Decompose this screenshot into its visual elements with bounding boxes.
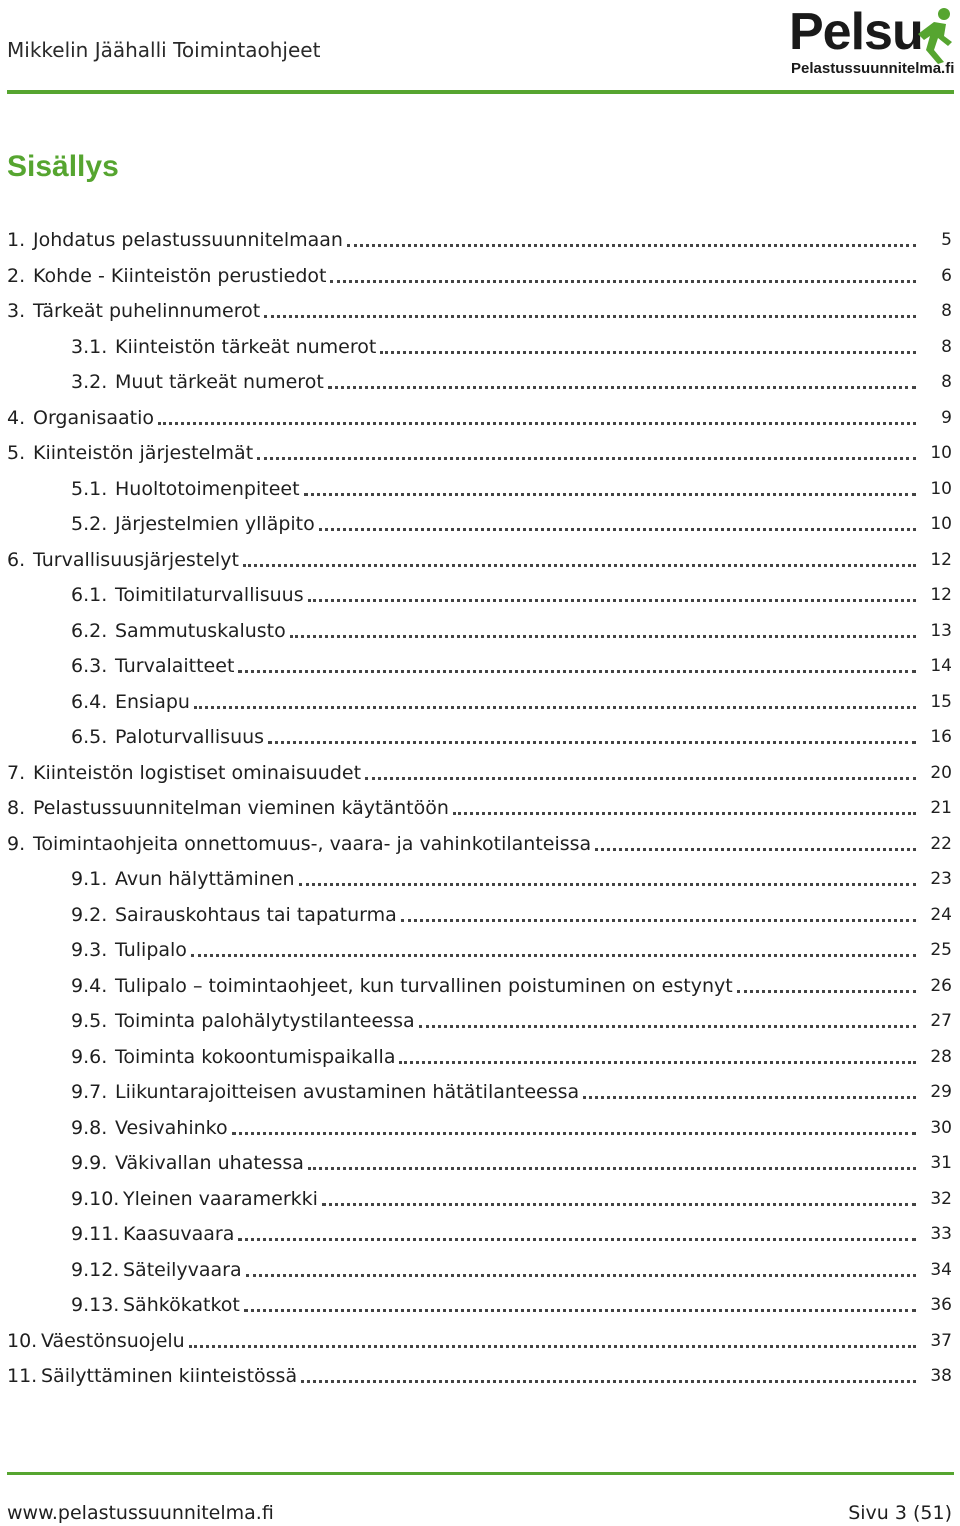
toc-entry-number: 11. xyxy=(7,1364,38,1387)
toc-entry[interactable] xyxy=(71,577,952,612)
toc-dot-leader xyxy=(301,1379,916,1383)
toc-entry-page: 24 xyxy=(930,904,952,925)
toc-dot-leader xyxy=(328,385,916,389)
toc-entry-number: 10. xyxy=(7,1329,38,1352)
toc-dot-leader xyxy=(244,1308,916,1312)
toc-entry[interactable] xyxy=(71,613,952,648)
toc-entry-label: Tärkeät puhelinnumerot xyxy=(33,299,261,322)
toc-entry-page: 29 xyxy=(930,1081,952,1102)
toc-entry[interactable] xyxy=(7,790,952,825)
toc-entry-page: 32 xyxy=(930,1188,952,1209)
toc-entry-number: 8. xyxy=(7,796,26,819)
toc-entry-number: 9.1. xyxy=(71,867,108,890)
toc-entry-number: 9.13. xyxy=(71,1293,120,1316)
toc-entry-page: 8 xyxy=(941,336,952,357)
toc-entry[interactable] xyxy=(7,1323,952,1358)
toc-entry-number: 9.8. xyxy=(71,1116,108,1139)
toc-dot-leader xyxy=(583,1095,916,1099)
toc-entry-number: 3.2. xyxy=(71,370,108,393)
toc-entry[interactable] xyxy=(71,719,952,754)
toc-entry-number: 3.1. xyxy=(71,335,108,358)
toc-dot-leader xyxy=(308,598,916,602)
toc-entry-number: 9.5. xyxy=(71,1009,108,1032)
toc-dot-leader xyxy=(191,953,916,957)
toc-dot-leader xyxy=(453,811,916,815)
toc-dot-leader xyxy=(737,989,916,993)
toc-entry-number: 9.9. xyxy=(71,1151,108,1174)
toc-entry-page: 6 xyxy=(941,265,952,286)
toc-entry-label: Muut tärkeät numerot xyxy=(115,370,324,393)
toc-entry[interactable] xyxy=(7,826,952,861)
toc-entry-page: 26 xyxy=(930,975,952,996)
toc-entry-page: 20 xyxy=(930,762,952,783)
toc-entry[interactable] xyxy=(71,329,952,364)
toc-heading: Sisällys xyxy=(7,150,119,183)
footer-page-number: Sivu 3 (51) xyxy=(848,1502,952,1524)
toc-dot-leader xyxy=(365,776,916,780)
toc-entry-label: Liikuntarajoitteisen avustaminen hätätilanteessa xyxy=(115,1080,580,1103)
toc-entry-number: 9. xyxy=(7,832,26,855)
toc-entry[interactable] xyxy=(7,222,952,257)
toc-dot-leader xyxy=(308,1166,916,1170)
toc-entry-number: 9.10. xyxy=(71,1187,120,1210)
toc-dot-leader xyxy=(330,279,916,283)
toc-entry[interactable] xyxy=(71,1145,952,1180)
toc-entry[interactable] xyxy=(7,400,952,435)
toc-entry-label: Kiinteistön järjestelmät xyxy=(33,441,254,464)
toc-entry[interactable] xyxy=(71,1181,952,1216)
toc-entry[interactable] xyxy=(71,1287,952,1322)
toc-entry-page: 33 xyxy=(930,1223,952,1244)
toc-entry-page: 10 xyxy=(930,478,952,499)
toc-entry-page: 10 xyxy=(930,513,952,534)
page-header-title: Mikkelin Jäähalli Toimintaohjeet xyxy=(7,38,321,62)
toc-dot-leader xyxy=(246,1273,916,1277)
toc-entry[interactable] xyxy=(7,258,952,293)
toc-entry-label: Sähkökatkot xyxy=(123,1293,240,1316)
toc-entry-number: 9.11. xyxy=(71,1222,120,1245)
toc-entry-number: 2. xyxy=(7,264,26,287)
toc-entry-page: 23 xyxy=(930,868,952,889)
logo-wordmark: Pelsu xyxy=(789,3,923,61)
toc-entry[interactable] xyxy=(7,1358,952,1393)
toc-entry[interactable] xyxy=(7,293,952,328)
toc-entry-number: 6.1. xyxy=(71,583,108,606)
toc-entry-page: 15 xyxy=(930,691,952,712)
toc-entry-number: 6.4. xyxy=(71,690,108,713)
toc-entry-page: 12 xyxy=(930,584,952,605)
toc-dot-leader xyxy=(243,563,916,567)
toc-entry[interactable] xyxy=(71,1252,952,1287)
header-divider xyxy=(7,90,954,94)
toc-entry-number: 5.2. xyxy=(71,512,108,535)
toc-dot-leader xyxy=(238,669,916,673)
toc-entry-number: 9.2. xyxy=(71,903,108,926)
toc-entry-label: Paloturvallisuus xyxy=(115,725,265,748)
logo-subtitle: Pelastussuunnitelma.fi xyxy=(791,60,955,77)
toc-entry[interactable] xyxy=(71,1039,952,1074)
toc-entry-number: 6.2. xyxy=(71,619,108,642)
toc-entry-page: 16 xyxy=(930,726,952,747)
toc-entry-number: 9.3. xyxy=(71,938,108,961)
toc-entry-number: 4. xyxy=(7,406,26,429)
toc-entry-page: 21 xyxy=(930,797,952,818)
toc-entry-label: Yleinen vaaramerkki xyxy=(123,1187,318,1210)
toc-entry-label: Sairauskohtaus tai tapaturma xyxy=(115,903,397,926)
toc-dot-leader xyxy=(257,456,916,460)
toc-entry-label: Turvalaitteet xyxy=(115,654,235,677)
toc-entry[interactable] xyxy=(71,364,952,399)
toc-dot-leader xyxy=(304,492,916,496)
footer-url-link[interactable]: www.pelastussuunnitelma.fi xyxy=(7,1502,274,1524)
toc-entry-label: Kiinteistön logistiset ominaisuudet xyxy=(33,761,362,784)
toc-entry-label: Toiminta kokoontumispaikalla xyxy=(115,1045,396,1068)
toc-entry-label: Säteilyvaara xyxy=(123,1258,242,1281)
toc-dot-leader xyxy=(268,740,916,744)
toc-entry-page: 22 xyxy=(930,833,952,854)
toc-entry-number: 9.4. xyxy=(71,974,108,997)
toc-entry-label: Tulipalo – toimintaohjeet, kun turvallinen poistuminen on estynyt xyxy=(115,974,733,997)
toc-entry-label: Ensiapu xyxy=(115,690,190,713)
toc-entry-page: 27 xyxy=(930,1010,952,1031)
toc-entry-label: Kiinteistön tärkeät numerot xyxy=(115,335,377,358)
toc-entry-number: 6. xyxy=(7,548,26,571)
toc-entry-label: Väestönsuojelu xyxy=(41,1329,185,1352)
toc-entry-page: 12 xyxy=(930,549,952,570)
toc-dot-leader xyxy=(322,1202,916,1206)
toc-entry-label: Organisaatio xyxy=(33,406,154,429)
running-person-icon xyxy=(914,6,954,64)
toc-entry[interactable] xyxy=(71,648,952,683)
toc-entry-label: Toimintaohjeita onnettomuus-, vaara- ja vahinkotilanteissa xyxy=(33,832,592,855)
toc-entry-page: 38 xyxy=(930,1365,952,1386)
toc-entry-page: 31 xyxy=(930,1152,952,1173)
toc-entry-label: Turvallisuusjärjestelyt xyxy=(33,548,239,571)
toc-entry[interactable] xyxy=(71,968,952,1003)
toc-entry-label: Toimitilaturvallisuus xyxy=(115,583,304,606)
toc-entry[interactable] xyxy=(7,435,952,470)
toc-dot-leader xyxy=(194,705,916,709)
toc-entry[interactable] xyxy=(71,506,952,541)
toc-entry-label: Kohde - Kiinteistön perustiedot xyxy=(33,264,327,287)
toc-dot-leader xyxy=(238,1237,916,1241)
toc-entry-label: Johdatus pelastussuunnitelmaan xyxy=(33,228,343,251)
toc-dot-leader xyxy=(232,1131,916,1135)
toc-entry[interactable] xyxy=(7,542,952,577)
toc-entry-label: Kaasuvaara xyxy=(123,1222,235,1245)
toc-dot-leader xyxy=(299,882,916,886)
toc-entry-page: 36 xyxy=(930,1294,952,1315)
toc-entry-number: 7. xyxy=(7,761,26,784)
toc-dot-leader xyxy=(158,421,916,425)
toc-entry-label: Toiminta palohälytystilanteessa xyxy=(115,1009,415,1032)
toc-dot-leader xyxy=(419,1024,916,1028)
toc-entry[interactable] xyxy=(71,897,952,932)
toc-entry[interactable] xyxy=(7,755,952,790)
toc-dot-leader xyxy=(347,243,916,247)
toc-entry-page: 13 xyxy=(930,620,952,641)
toc-dot-leader xyxy=(189,1344,916,1348)
toc-entry-number: 6.3. xyxy=(71,654,108,677)
toc-dot-leader xyxy=(290,634,916,638)
toc-entry-label: Väkivallan uhatessa xyxy=(115,1151,304,1174)
toc-entry-number: 9.12. xyxy=(71,1258,120,1281)
toc-entry[interactable] xyxy=(71,861,952,896)
toc-entry-number: 9.6. xyxy=(71,1045,108,1068)
toc-entry-number: 9.7. xyxy=(71,1080,108,1103)
toc-dot-leader xyxy=(401,918,916,922)
toc-entry-page: 8 xyxy=(941,371,952,392)
toc-entry-label: Sammutuskalusto xyxy=(115,619,286,642)
toc-entry[interactable] xyxy=(71,471,952,506)
toc-entry-page: 34 xyxy=(930,1259,952,1280)
toc-entry-page: 28 xyxy=(930,1046,952,1067)
toc-entry-label: Järjestelmien ylläpito xyxy=(115,512,315,535)
toc-dot-leader xyxy=(399,1060,916,1064)
toc-entry-label: Pelastussuunnitelman vieminen käytäntöön xyxy=(33,796,449,819)
toc-entry-label: Avun hälyttäminen xyxy=(115,867,295,890)
toc-dot-leader xyxy=(319,527,916,531)
toc-entry-page: 30 xyxy=(930,1117,952,1138)
toc-entry-page: 5 xyxy=(941,229,952,250)
toc-entry-label: Säilyttäminen kiinteistössä xyxy=(41,1364,298,1387)
toc-entry[interactable] xyxy=(71,1216,952,1251)
toc-dot-leader xyxy=(380,350,916,354)
toc-entry-number: 3. xyxy=(7,299,26,322)
toc-entry[interactable] xyxy=(71,1074,952,1109)
toc-entry-number: 6.5. xyxy=(71,725,108,748)
footer-divider xyxy=(7,1472,954,1475)
toc-entry[interactable] xyxy=(71,684,952,719)
toc-entry-number: 5.1. xyxy=(71,477,108,500)
toc-entry[interactable] xyxy=(71,1110,952,1145)
toc-entry[interactable] xyxy=(71,932,952,967)
toc-entry-number: 5. xyxy=(7,441,26,464)
toc-entry-label: Tulipalo xyxy=(115,938,187,961)
toc-entry-page: 8 xyxy=(941,300,952,321)
toc-dot-leader xyxy=(264,314,916,318)
toc-entry-page: 37 xyxy=(930,1330,952,1351)
toc-entry-page: 9 xyxy=(941,407,952,428)
toc-dot-leader xyxy=(595,847,916,851)
toc-entry-label: Huoltotoimenpiteet xyxy=(115,477,300,500)
toc-entry-number: 1. xyxy=(7,228,26,251)
toc-entry[interactable] xyxy=(71,1003,952,1038)
toc-entry-page: 14 xyxy=(930,655,952,676)
toc-entry-label: Vesivahinko xyxy=(115,1116,228,1139)
toc-entry-page: 25 xyxy=(930,939,952,960)
pelsu-logo xyxy=(789,4,954,80)
toc-entry-page: 10 xyxy=(930,442,952,463)
